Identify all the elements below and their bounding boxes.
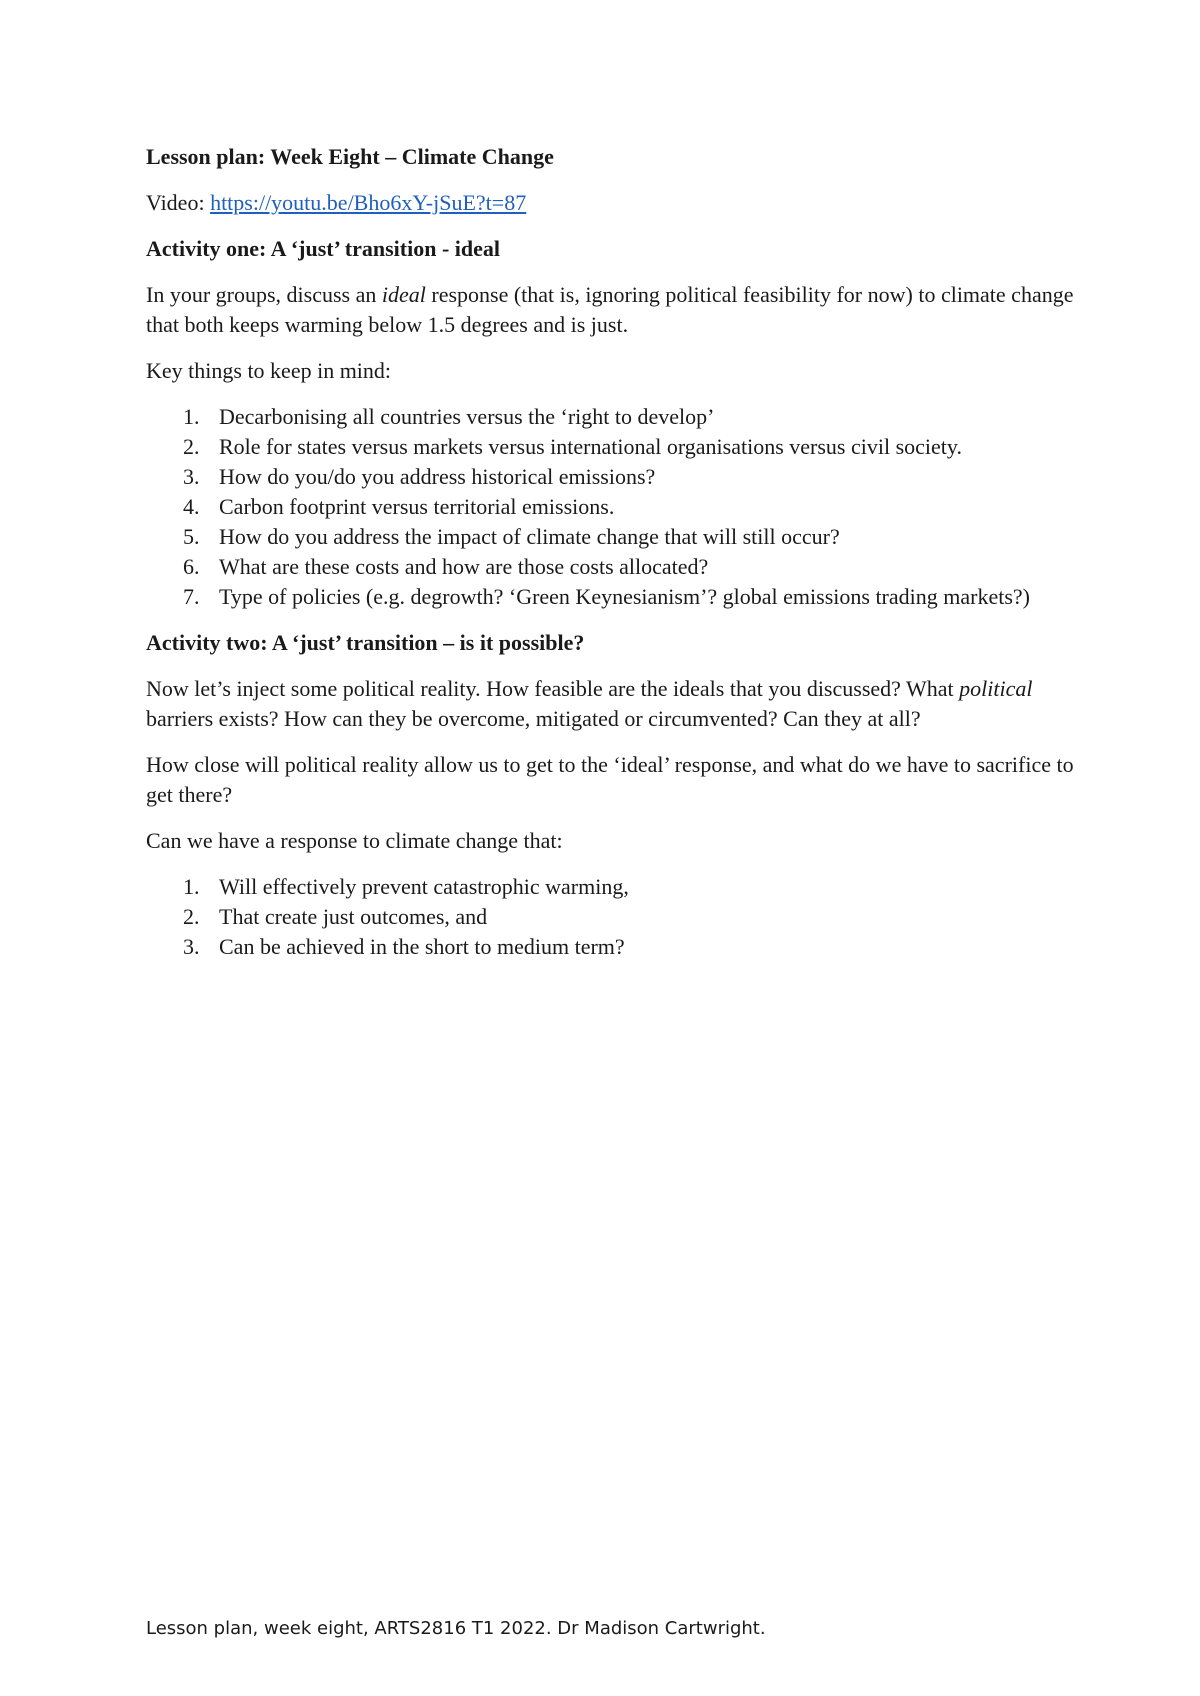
activity-two-para1-before: Now let’s inject some political reality. How feasible are the ideals that you discussed? What — [146, 676, 960, 701]
list-item-text: Can be achieved in the short to medium term? — [219, 934, 625, 959]
activity-two-para3: Can we have a response to climate change that: — [146, 828, 563, 853]
video-link[interactable]: https://youtu.be/Bho6xY-jSuE?t=87 — [210, 190, 527, 215]
document-title: Lesson plan: Week Eight – Climate Change — [146, 144, 554, 169]
list-item: 5. How do you address the impact of climate change that will still occur? — [183, 524, 840, 549]
list-item-text: Decarbonising all countries versus the ‘right to develop’ — [219, 404, 715, 429]
document-body — [146, 142, 1076, 978]
activity-one-intro-emph: ideal — [381, 282, 426, 307]
list-item: 2. Role for states versus markets versus international organisations versus civil society. — [183, 434, 962, 459]
list-item: 2. That create just outcomes, and — [183, 904, 488, 929]
list-item-text: How do you address the impact of climate change that will still occur? — [219, 524, 840, 549]
list-item-text: Will effectively prevent catastrophic warming, — [219, 874, 629, 899]
activity-two-heading: Activity two: A ‘just’ transition – is it possible? — [146, 630, 585, 655]
activity-two-para1-emph: political — [959, 676, 1033, 701]
activity-one-list — [146, 402, 1076, 612]
list-item-text: Carbon footprint versus territorial emissions. — [219, 494, 615, 519]
list-item: 1. Decarbonising all countries versus the ‘right to develop’ — [183, 404, 715, 429]
activity-two-para1 — [146, 674, 1076, 734]
activity-two-para2: How close will political reality allow us to get to the ‘ideal’ response, and what do we have to sacrifice to get there? — [146, 752, 1074, 807]
video-line — [146, 188, 1076, 218]
activity-one-heading: Activity one: A ‘just’ transition - ideal — [146, 236, 501, 261]
activity-two-para1-after: barriers exists? How can they be overcome, mitigated or circumvented? Can they at all? — [146, 706, 921, 731]
activity-one-intro-after: response (that is, ignoring political feasibility for now) to climate change that both keeps warming below 1.5 degrees and is just. — [146, 282, 1074, 337]
list-item: 3. Can be achieved in the short to medium term? — [183, 934, 625, 959]
list-item: 1. Will effectively prevent catastrophic warming, — [183, 874, 629, 899]
list-item-text: Type of policies (e.g. degrowth? ‘Green Keynesianism’? global emissions trading markets?) — [219, 584, 1030, 609]
activity-one-intro-before: In your groups, discuss an — [146, 282, 382, 307]
list-item-text: How do you/do you address historical emissions? — [219, 464, 656, 489]
activity-two-list — [146, 872, 1076, 962]
list-item: 3. How do you/do you address historical emissions? — [183, 464, 656, 489]
list-item-text: What are these costs and how are those costs allocated? — [219, 554, 709, 579]
list-item: 4. Carbon footprint versus territorial emissions. — [183, 494, 615, 519]
list-item: 6. What are these costs and how are those costs allocated? — [183, 554, 709, 579]
page-footer: Lesson plan, week eight, ARTS2816 T1 2022. Dr Madison Cartwright. — [146, 1618, 766, 1639]
list-item: 7. Type of policies (e.g. degrowth? ‘Green Keynesianism’? global emissions trading markets?) — [183, 584, 1030, 609]
video-label: Video: — [146, 190, 211, 215]
key-things-label: Key things to keep in mind: — [146, 358, 392, 383]
list-item-text: Role for states versus markets versus international organisations versus civil society. — [219, 434, 962, 459]
activity-one-intro — [146, 280, 1076, 340]
list-item-text: That create just outcomes, and — [219, 904, 488, 929]
